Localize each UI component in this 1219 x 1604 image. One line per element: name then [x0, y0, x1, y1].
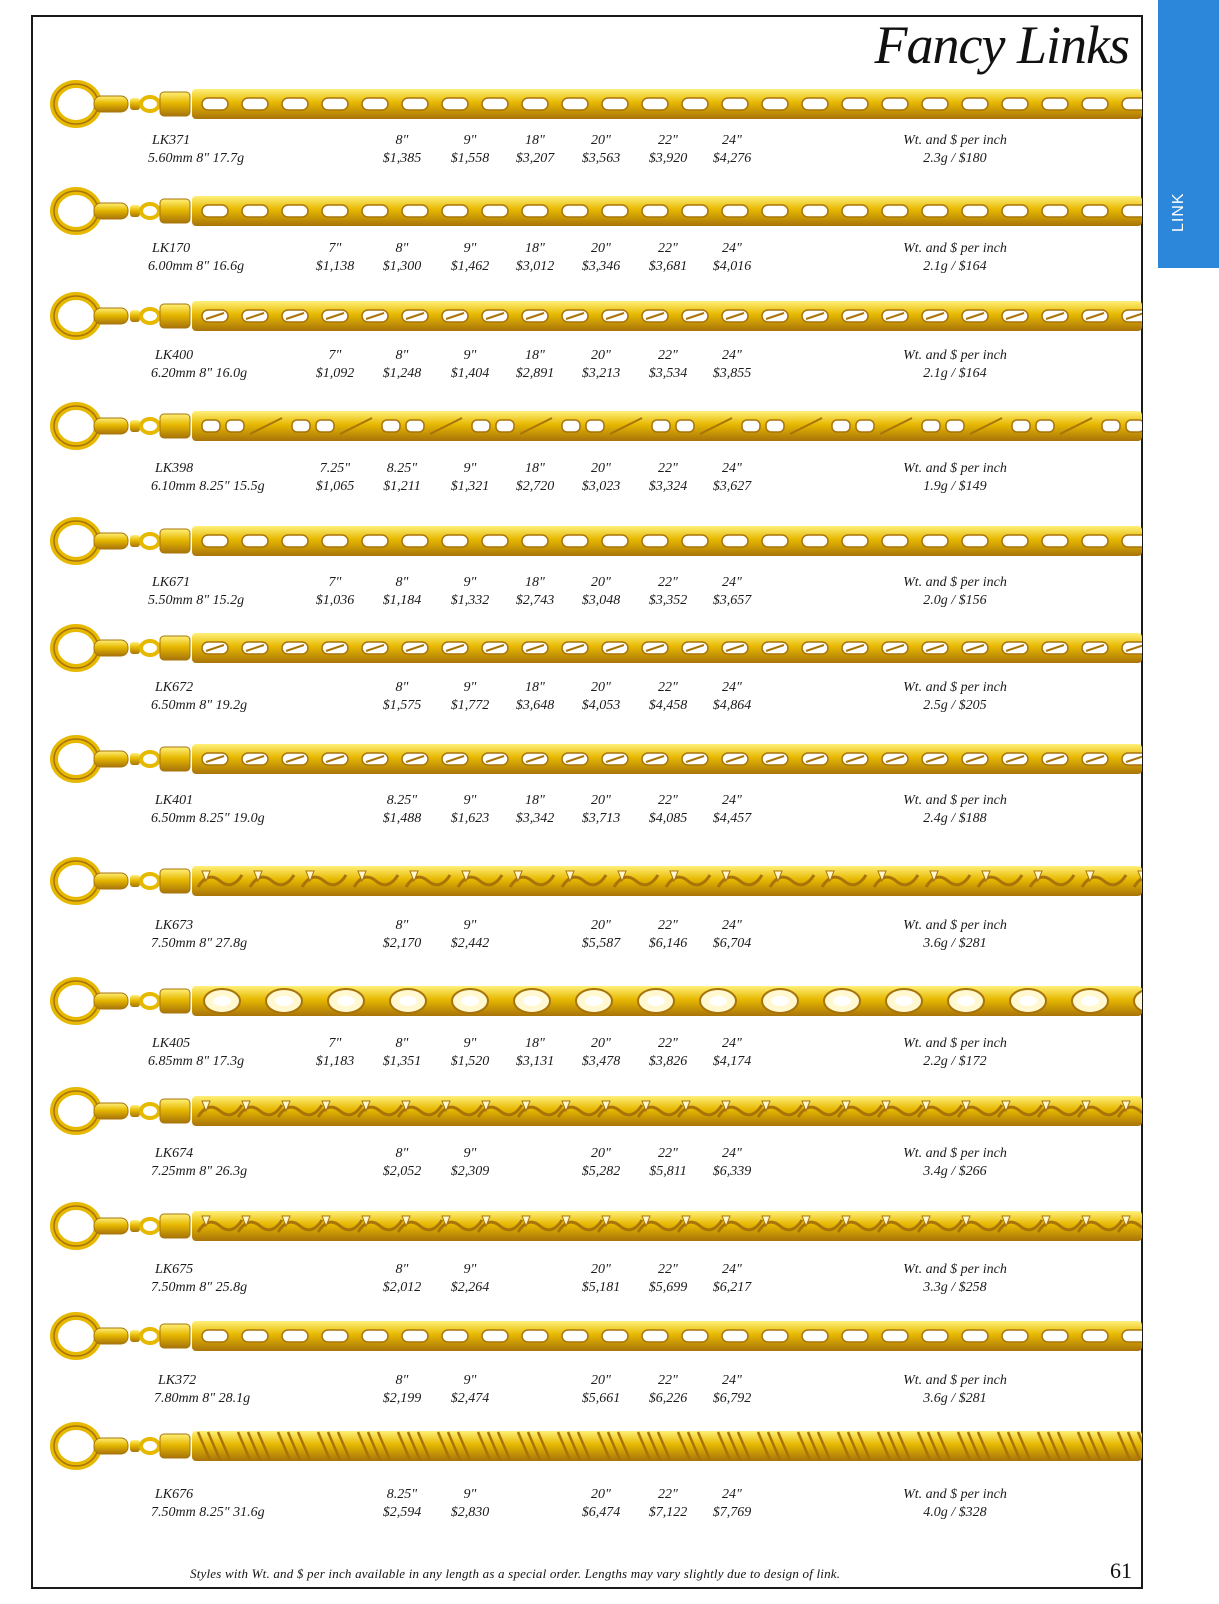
length-label: 22": [658, 133, 678, 148]
chain-image: [50, 1310, 1142, 1362]
price-value: $6,474: [581, 1505, 621, 1520]
chain-links: [192, 1211, 1142, 1241]
clasp-icon: [54, 1206, 190, 1246]
product-code: LK405: [152, 1036, 191, 1051]
price-value: $3,681: [648, 259, 688, 274]
weight-price-label: Wt. and $ per inch: [903, 133, 1007, 148]
price-value: $3,023: [581, 479, 621, 494]
price-value: $1,462: [450, 259, 490, 274]
product-code: LK673: [155, 918, 194, 933]
length-label: 9": [463, 1146, 477, 1161]
length-label: 18": [525, 575, 545, 590]
price-value: $5,661: [581, 1391, 621, 1406]
price-value: $4,864: [712, 698, 752, 713]
section-tab-label: LINK: [1170, 192, 1187, 232]
length-label: 24": [722, 575, 742, 590]
weight-price-value: 2.0g / $156: [923, 593, 987, 608]
length-label: 20": [591, 918, 611, 933]
product-code: LK371: [152, 133, 191, 148]
price-value: $3,207: [515, 151, 555, 166]
product-code: LK401: [155, 793, 194, 808]
price-value: $2,052: [382, 1164, 422, 1179]
price-value: $4,276: [712, 151, 752, 166]
length-label: 24": [722, 1036, 742, 1051]
length-label: 20": [591, 1036, 611, 1051]
length-label: 9": [463, 348, 477, 363]
price-value: $2,720: [515, 479, 555, 494]
length-label: 20": [591, 1373, 611, 1388]
price-value: $2,594: [382, 1505, 422, 1520]
price-value: $1,385: [382, 151, 422, 166]
length-label: 24": [722, 348, 742, 363]
footer-note: Styles with Wt. and $ per inch available in any length as a special order. Lengths may vary slightly due to design of link.: [190, 1566, 841, 1581]
price-value: $6,704: [712, 936, 752, 951]
chain-links: [192, 986, 1142, 1016]
price-value: $7,122: [648, 1505, 688, 1520]
price-value: $6,339: [712, 1164, 752, 1179]
price-value: $1,138: [315, 259, 355, 274]
price-value: $1,772: [450, 698, 490, 713]
length-label: 24": [722, 133, 742, 148]
weight-price-label: Wt. and $ per inch: [903, 1036, 1007, 1051]
price-value: $3,826: [648, 1054, 688, 1069]
price-value: $1,036: [315, 593, 355, 608]
product-code: LK676: [155, 1487, 194, 1502]
length-label: 22": [658, 575, 678, 590]
length-label: 8.25": [386, 1487, 418, 1502]
weight-price-label: Wt. and $ per inch: [903, 575, 1007, 590]
weight-price-value: 2.5g / $205: [923, 698, 987, 713]
length-label: 9": [463, 241, 477, 256]
length-label: 24": [722, 241, 742, 256]
length-label: 22": [658, 1262, 678, 1277]
weight-price-value: 1.9g / $149: [923, 479, 987, 494]
price-value: $2,264: [450, 1280, 490, 1295]
chain-links: [192, 744, 1142, 774]
length-label: 18": [525, 680, 545, 695]
length-label: 24": [722, 793, 742, 808]
length-label: 22": [658, 918, 678, 933]
price-value: $1,332: [450, 593, 490, 608]
chain-image: [50, 515, 1142, 567]
product-spec: 7.25mm 8" 26.3g: [151, 1164, 248, 1179]
price-value: $3,352: [648, 593, 688, 608]
price-value: $1,351: [382, 1054, 422, 1069]
price-value: $2,830: [450, 1505, 490, 1520]
length-label: 18": [525, 793, 545, 808]
product-spec: 5.60mm 8" 17.7g: [148, 151, 245, 166]
price-value: $2,891: [515, 366, 555, 381]
product-code: LK675: [155, 1262, 194, 1277]
weight-price-value: 3.6g / $281: [923, 936, 987, 951]
length-label: 7": [328, 348, 342, 363]
product-spec: 7.50mm 8" 27.8g: [151, 936, 248, 951]
chain-image: [50, 1420, 1142, 1472]
price-value: $3,534: [648, 366, 688, 381]
price-value: $3,324: [648, 479, 688, 494]
length-label: 8": [395, 918, 409, 933]
length-label: 9": [463, 793, 477, 808]
price-value: $1,211: [383, 479, 421, 494]
product-code: LK671: [152, 575, 191, 590]
length-label: 20": [591, 133, 611, 148]
length-label: 8.25": [386, 793, 418, 808]
product-spec: 6.50mm 8" 19.2g: [151, 698, 248, 713]
clasp-icon: [54, 191, 190, 231]
price-value: $6,217: [712, 1280, 752, 1295]
weight-price-value: 2.1g / $164: [923, 366, 987, 381]
clasp-icon: [54, 1316, 190, 1356]
weight-price-label: Wt. and $ per inch: [903, 241, 1007, 256]
price-value: $3,131: [515, 1054, 555, 1069]
chain-image: [50, 290, 1142, 342]
chain-image: [50, 400, 1142, 452]
length-label: 7": [328, 241, 342, 256]
chain-image: [50, 185, 1142, 237]
price-value: $7,769: [712, 1505, 752, 1520]
price-value: $3,563: [581, 151, 621, 166]
price-value: $6,226: [648, 1391, 688, 1406]
length-label: 8": [395, 348, 409, 363]
weight-price-label: Wt. and $ per inch: [903, 1373, 1007, 1388]
price-value: $2,199: [382, 1391, 422, 1406]
price-value: $1,092: [315, 366, 355, 381]
price-value: $3,213: [581, 366, 621, 381]
page-number: 61: [1110, 1558, 1132, 1583]
price-value: $1,300: [382, 259, 422, 274]
length-label: 9": [463, 1036, 477, 1051]
weight-price-label: Wt. and $ per inch: [903, 793, 1007, 808]
weight-price-label: Wt. and $ per inch: [903, 680, 1007, 695]
price-value: $1,321: [450, 479, 490, 494]
price-value: $1,520: [450, 1054, 490, 1069]
weight-price-value: 2.2g / $172: [923, 1054, 987, 1069]
clasp-icon: [54, 739, 190, 779]
length-label: 22": [658, 461, 678, 476]
length-label: 22": [658, 680, 678, 695]
weight-price-value: 2.1g / $164: [923, 259, 987, 274]
length-label: 8": [395, 680, 409, 695]
weight-price-value: 2.3g / $180: [923, 151, 987, 166]
length-label: 24": [722, 1146, 742, 1161]
price-value: $5,699: [648, 1280, 688, 1295]
length-label: 20": [591, 1262, 611, 1277]
product-spec: 6.50mm 8.25" 19.0g: [151, 811, 265, 826]
length-label: 8.25": [386, 461, 418, 476]
product-code: LK398: [155, 461, 194, 476]
product-spec: 7.50mm 8" 25.8g: [151, 1280, 248, 1295]
price-value: $3,627: [712, 479, 752, 494]
length-label: 20": [591, 348, 611, 363]
chain-image: [50, 622, 1142, 674]
length-label: 20": [591, 680, 611, 695]
product-code: LK170: [152, 241, 191, 256]
chain-links: [192, 1096, 1142, 1126]
weight-price-value: 2.4g / $188: [923, 811, 987, 826]
product-spec: 6.10mm 8.25" 15.5g: [151, 479, 265, 494]
price-value: $1,558: [450, 151, 490, 166]
price-value: $2,442: [450, 936, 490, 951]
price-value: $3,855: [712, 366, 752, 381]
chain-links: [192, 866, 1142, 896]
length-label: 7": [328, 575, 342, 590]
chain-links: [192, 196, 1142, 226]
weight-price-label: Wt. and $ per inch: [903, 1487, 1007, 1502]
length-label: 20": [591, 793, 611, 808]
clasp-icon: [54, 1091, 190, 1131]
price-value: $1,404: [450, 366, 490, 381]
price-value: $5,282: [581, 1164, 621, 1179]
weight-price-value: 4.0g / $328: [923, 1505, 987, 1520]
price-value: $1,184: [382, 593, 422, 608]
clasp-icon: [54, 1426, 190, 1466]
length-label: 22": [658, 1373, 678, 1388]
length-label: 18": [525, 241, 545, 256]
length-label: 7.25": [319, 461, 351, 476]
length-label: 22": [658, 1487, 678, 1502]
length-label: 18": [525, 1036, 545, 1051]
chain-image: [50, 1085, 1142, 1137]
clasp-icon: [54, 861, 190, 901]
length-label: 24": [722, 461, 742, 476]
length-label: 9": [463, 461, 477, 476]
clasp-icon: [54, 981, 190, 1021]
price-value: $2,743: [515, 593, 555, 608]
product-code: LK372: [158, 1373, 197, 1388]
length-label: 20": [591, 575, 611, 590]
product-spec: 6.85mm 8" 17.3g: [148, 1054, 245, 1069]
length-label: 24": [722, 1262, 742, 1277]
length-label: 18": [525, 348, 545, 363]
length-label: 9": [463, 1373, 477, 1388]
length-label: 9": [463, 1487, 477, 1502]
product-spec: 7.50mm 8.25" 31.6g: [151, 1505, 265, 1520]
chain-links: [192, 526, 1142, 556]
length-label: 9": [463, 133, 477, 148]
section-tab[interactable]: [1158, 0, 1219, 268]
length-label: 24": [722, 1487, 742, 1502]
length-label: 18": [525, 461, 545, 476]
clasp-icon: [54, 296, 190, 336]
length-label: 18": [525, 133, 545, 148]
price-value: $3,648: [515, 698, 555, 713]
product-spec: 5.50mm 8" 15.2g: [148, 593, 245, 608]
chain-image: [50, 733, 1142, 785]
weight-price-label: Wt. and $ per inch: [903, 918, 1007, 933]
clasp-icon: [54, 84, 190, 124]
length-label: 8": [395, 1373, 409, 1388]
product-spec: 6.20mm 8" 16.0g: [151, 366, 248, 381]
chain-image: [50, 855, 1142, 907]
product-code: LK674: [155, 1146, 194, 1161]
length-label: 9": [463, 680, 477, 695]
price-value: $3,713: [581, 811, 621, 826]
price-value: $3,478: [581, 1054, 621, 1069]
length-label: 9": [463, 918, 477, 933]
length-label: 22": [658, 1036, 678, 1051]
clasp-icon: [54, 521, 190, 561]
price-value: $2,170: [382, 936, 422, 951]
price-value: $5,811: [649, 1164, 687, 1179]
chain-links: [192, 411, 1142, 441]
price-value: $4,174: [712, 1054, 752, 1069]
clasp-icon: [54, 628, 190, 668]
product-spec: 7.80mm 8" 28.1g: [154, 1391, 251, 1406]
weight-price-label: Wt. and $ per inch: [903, 1262, 1007, 1277]
chain-links: [192, 301, 1142, 331]
price-value: $1,065: [315, 479, 355, 494]
weight-price-label: Wt. and $ per inch: [903, 1146, 1007, 1161]
length-label: 8": [395, 1146, 409, 1161]
length-label: 20": [591, 1146, 611, 1161]
length-label: 8": [395, 1036, 409, 1051]
weight-price-value: 3.4g / $266: [923, 1164, 987, 1179]
chain-links: [192, 1431, 1142, 1461]
weight-price-label: Wt. and $ per inch: [903, 348, 1007, 363]
length-label: 20": [591, 1487, 611, 1502]
chain-links: [192, 1321, 1142, 1351]
price-value: $3,012: [515, 259, 555, 274]
length-label: 24": [722, 918, 742, 933]
price-value: $4,053: [581, 698, 621, 713]
product-code: LK400: [155, 348, 194, 363]
product-code: LK672: [155, 680, 194, 695]
length-label: 22": [658, 793, 678, 808]
price-value: $3,657: [712, 593, 752, 608]
chain-image: [50, 975, 1142, 1027]
price-value: $1,248: [382, 366, 422, 381]
length-label: 8": [395, 1262, 409, 1277]
price-value: $5,587: [581, 936, 621, 951]
price-value: $1,488: [382, 811, 422, 826]
length-label: 8": [395, 133, 409, 148]
price-value: $1,623: [450, 811, 490, 826]
price-value: $4,085: [648, 811, 688, 826]
length-label: 20": [591, 241, 611, 256]
price-value: $4,457: [712, 811, 752, 826]
price-value: $1,575: [382, 698, 422, 713]
price-value: $3,346: [581, 259, 621, 274]
price-value: $5,181: [581, 1280, 621, 1295]
length-label: 24": [722, 680, 742, 695]
length-label: 20": [591, 461, 611, 476]
price-value: $3,342: [515, 811, 555, 826]
length-label: 22": [658, 348, 678, 363]
chain-links: [192, 633, 1142, 663]
price-value: $6,146: [648, 936, 688, 951]
length-label: 22": [658, 1146, 678, 1161]
price-value: $4,016: [712, 259, 752, 274]
price-value: $4,458: [648, 698, 688, 713]
length-label: 24": [722, 1373, 742, 1388]
price-value: $2,012: [382, 1280, 422, 1295]
weight-price-label: Wt. and $ per inch: [903, 461, 1007, 476]
chain-links: [192, 89, 1142, 119]
length-label: 8": [395, 241, 409, 256]
weight-price-value: 3.3g / $258: [923, 1280, 987, 1295]
length-label: 8": [395, 575, 409, 590]
price-value: $3,920: [648, 151, 688, 166]
product-spec: 6.00mm 8" 16.6g: [148, 259, 245, 274]
chain-image: [50, 78, 1142, 130]
length-label: 9": [463, 1262, 477, 1277]
clasp-icon: [54, 406, 190, 446]
price-value: $3,048: [581, 593, 621, 608]
weight-price-value: 3.6g / $281: [923, 1391, 987, 1406]
price-value: $1,183: [315, 1054, 355, 1069]
length-label: 9": [463, 575, 477, 590]
price-value: $2,309: [450, 1164, 490, 1179]
length-label: 22": [658, 241, 678, 256]
chain-image: [50, 1200, 1142, 1252]
price-value: $6,792: [712, 1391, 752, 1406]
page-title: Fancy Links: [874, 15, 1129, 75]
length-label: 7": [328, 1036, 342, 1051]
price-value: $2,474: [450, 1391, 490, 1406]
